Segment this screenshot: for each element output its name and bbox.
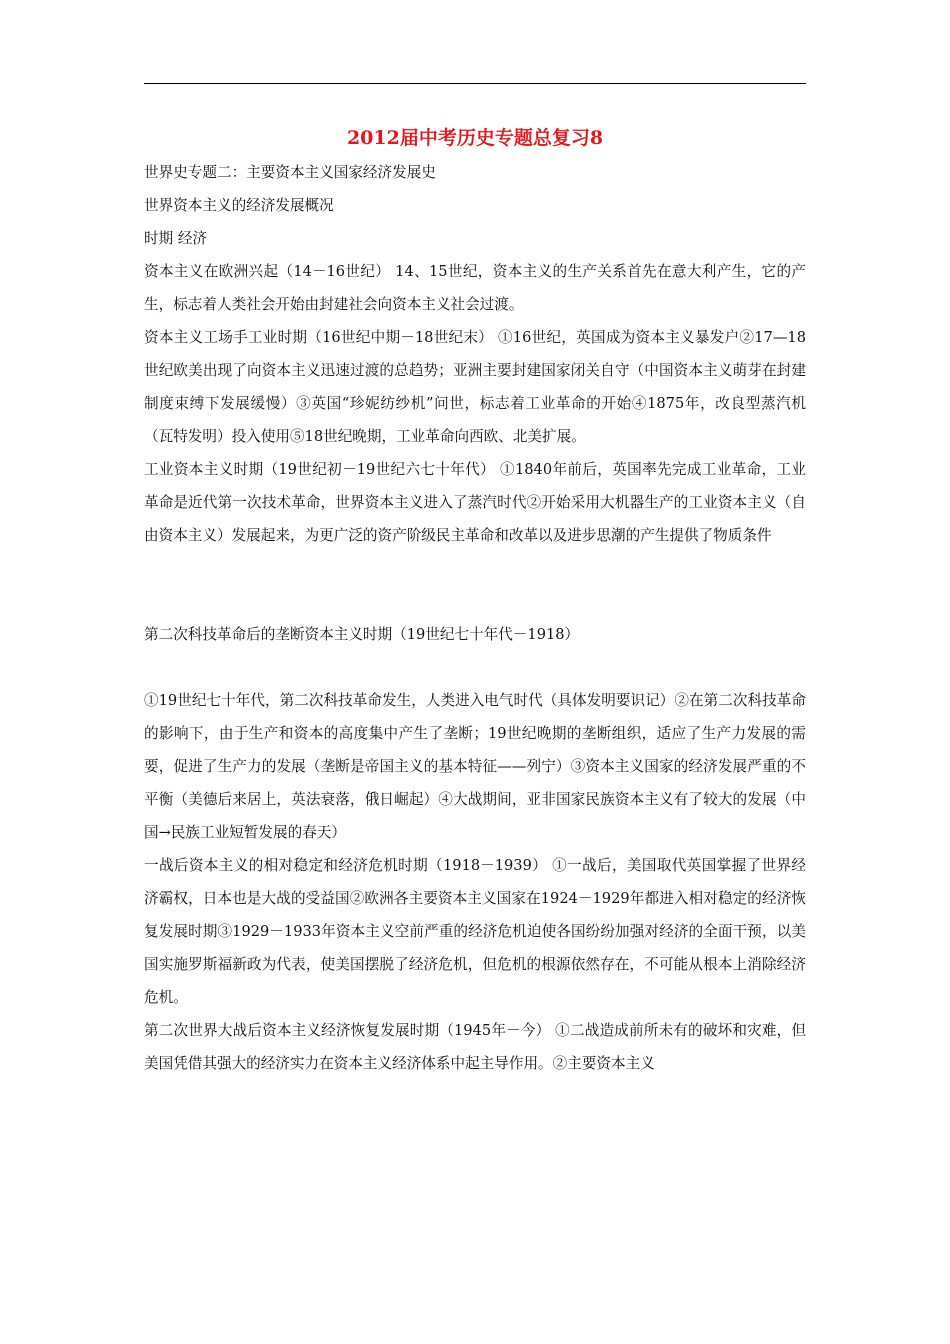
- paragraph-second-revolution: ①19世纪七十年代，第二次科技革命发生，人类进入电气时代（具体发明要识记）②在第二次科技革命的影响下，由于生产和资本的高度集中产生了垄断；19世纪晚期的垄断组织，适应了生产力发展的需要，促进了生产力的发展（垄断是帝国主义的基本特征——列宁）③资本主义国家的经济发展严重的不平衡（美德后来居上，英法衰落，俄日崛起）④大战期间，亚非国家民族资本主义有了较大的发展（中国→民族工业短暂发展的春天）: [144, 692, 806, 841]
- document-body: [144, 156, 806, 1080]
- paragraph-column-headings: 时期 经济: [144, 230, 208, 247]
- paragraph-overview: 世界资本主义的经济发展概况: [144, 197, 334, 214]
- paragraph-monopoly-period: 第二次科技革命后的垄断资本主义时期（19世纪七十年代－1918）: [144, 626, 580, 643]
- paragraph-interwar-period: 一战后资本主义的相对稳定和经济危机时期（1918－1939） ①一战后，美国取代英国掌握了世界经济霸权，日本也是大战的受益国②欧洲各主要资本主义国家在1924－1929年都进入相对稳定的经济恢复发展时期③1929－1933年资本主义空前严重的经济危机迫使各国纷纷加强对经济的全面干预，以美国实施罗斯福新政为代表，使美国摆脱了经济危机，但危机的根源依然存在，不可能从根本上消除经济危机。: [144, 857, 806, 1006]
- spacer: [144, 552, 806, 618]
- paragraph-topic: 世界史专题二：主要资本主义国家经济发展史: [144, 164, 436, 181]
- paragraph-postwar-period: 第二次世界大战后资本主义经济恢复发展时期（1945年－今） ①二战造成前所未有的破坏和灾难，但美国凭借其强大的经济实力在资本主义经济体系中起主导作用。②主要资本主义: [144, 1022, 806, 1072]
- document-title: 2012届中考历史专题总复习8: [346, 127, 604, 149]
- paragraph-industrial-period: 工业资本主义时期（19世纪初－19世纪六七十年代） ①1840年前后，英国率先完成工业革命，工业革命是近代第一次技术革命，世界资本主义进入了蒸汽时代②开始采用大机器生产的工业资本主义（自由资本主义）发展起来，为更广泛的资产阶级民主革命和改革以及进步思潮的产生提供了物质条件: [144, 461, 806, 544]
- paragraph-rise-of-capitalism: 资本主义在欧洲兴起（14－16世纪） 14、15世纪，资本主义的生产关系首先在意大利产生，它的产生，标志着人类社会开始由封建社会向资本主义社会过渡。: [144, 263, 806, 313]
- paragraph-manufacturing-period: 资本主义工场手工业时期（16世纪中期－18世纪末） ①16世纪，英国成为资本主义暴发户②17—18世纪欧美出现了向资本主义迅速过渡的总趋势；亚洲主要封建国家闭关自守（中国资本主义萌芽在封建制度束缚下发展缓慢）③英国“珍妮纺纱机”问世，标志着工业革命的开始④1875年，改良型蒸汽机（瓦特发明）投入使用⑤18世纪晚期，工业革命向西欧、北美扩展。: [144, 329, 806, 445]
- header-divider: [144, 83, 806, 84]
- spacer: [144, 651, 806, 684]
